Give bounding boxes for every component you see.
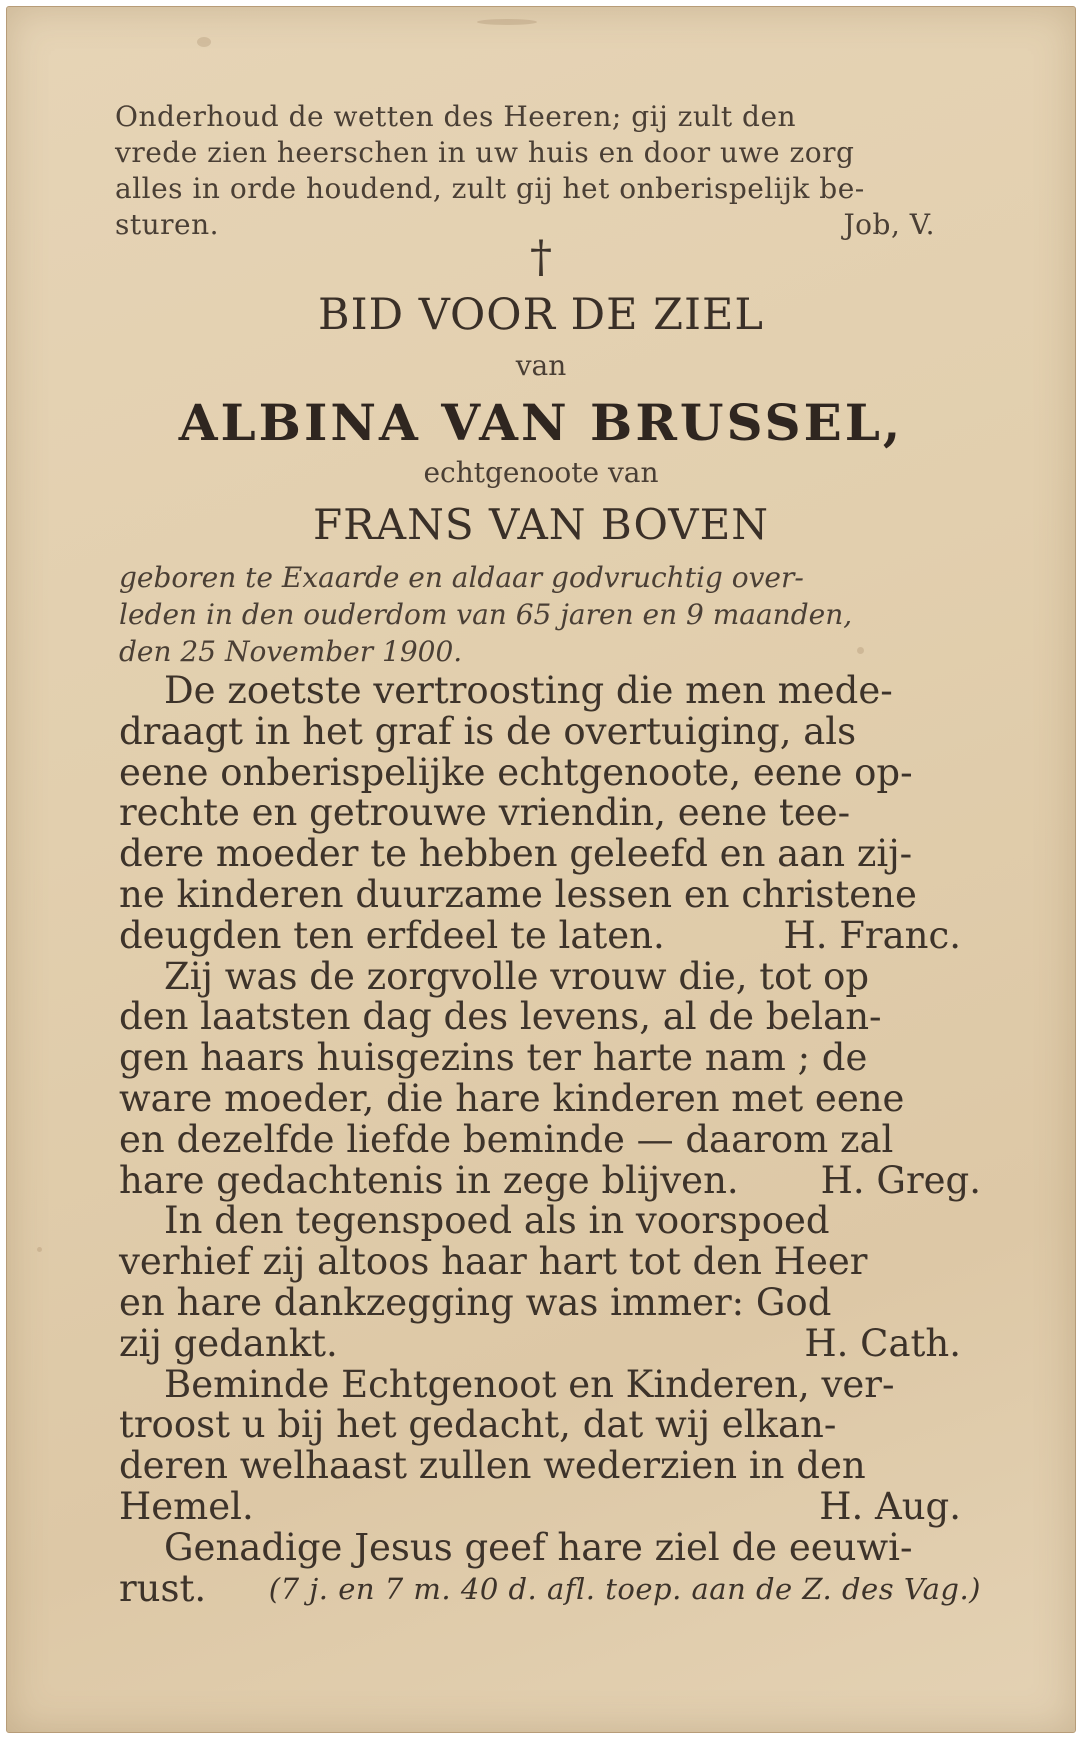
- text-line: hare gedachtenis in zege blijven.: [119, 1158, 739, 1202]
- text-line: ne kinderen duurzame lessen en christene: [119, 872, 917, 916]
- text-line: draagt in het graf is de overtuiging, als: [119, 709, 857, 753]
- text-line-with-source: [119, 1484, 981, 1528]
- memorial-card: [6, 6, 1076, 1733]
- text-line: Hemel.: [119, 1484, 254, 1528]
- epigraph-source: Job, V.: [843, 208, 935, 241]
- text-line: dere moeder te hebben geleefd en aan zij-: [119, 832, 913, 876]
- quote-source: H. Greg.: [820, 1158, 981, 1202]
- epigraph-line: sturen.: [115, 208, 220, 241]
- prayer-heading: BID VOOR DE ZIEL: [318, 290, 764, 340]
- text-line: den laatsten dag des levens, al de belan-: [119, 995, 882, 1039]
- stain-mark: [197, 37, 211, 47]
- text-line: zij gedankt.: [119, 1321, 338, 1365]
- deceased-name: ALBINA VAN BRUSSEL,: [178, 393, 904, 452]
- epigraph-line: vrede zien heerschen in uw huis en door uwe zorg: [115, 136, 855, 169]
- consolation-text: [119, 671, 981, 1609]
- text-line: troost u bij het gedacht, dat wij elkan-: [119, 1403, 837, 1447]
- stain-mark: [37, 1247, 42, 1252]
- text-line: en dezelfde liefde beminde — daarom zal: [119, 1117, 894, 1161]
- epigraph: [115, 99, 985, 243]
- bio-line: leden in den ouderdom van 65 jaren en 9 maanden,: [119, 598, 853, 631]
- text-line: deugden ten erfdeel te laten.: [119, 913, 665, 957]
- text-line: en hare dankzegging was immer: God: [119, 1280, 832, 1324]
- van-label: van: [515, 349, 567, 382]
- text-line: eene onberispelijke echtgenoote, eene op-: [119, 750, 913, 794]
- text-line-with-source: [119, 1158, 981, 1202]
- text-line: ware moeder, die hare kinderen met eene: [119, 1076, 905, 1120]
- text-line: Genadige Jesus geef hare ziel de eeuwi-: [164, 1525, 913, 1569]
- text-line: De zoetste vertroosting die men mede-: [164, 669, 893, 712]
- quote-source: H. Cath.: [804, 1321, 961, 1365]
- quote-source: H. Franc.: [783, 913, 961, 957]
- text-line: deren welhaast zullen wederzien in den: [119, 1444, 866, 1488]
- biography: [119, 559, 981, 670]
- text-line-with-note: [119, 1566, 981, 1610]
- epigraph-line: Onderhoud de wetten des Heeren; gij zult den: [115, 100, 797, 133]
- spouse-label: echtgenoote van: [423, 456, 659, 489]
- cross-icon: †: [530, 232, 552, 283]
- bio-line: den 25 November 1900.: [119, 635, 463, 668]
- text-line: rust.: [119, 1566, 207, 1610]
- spouse-name: FRANS VAN BOVEN: [313, 500, 769, 549]
- indulgence-note: (7 j. en 7 m. 40 d. afl. toep. aan de Z. des Vag.): [268, 1571, 981, 1606]
- stain-mark: [477, 19, 537, 25]
- text-line: Zij was de zorgvolle vrouw die, tot op: [164, 954, 870, 998]
- text-line: rechte en getrouwe vriendin, eene tee-: [119, 791, 851, 835]
- text-line: Beminde Echtgenoot en Kinderen, ver-: [164, 1362, 895, 1406]
- text-line: In den tegenspoed als in voorspoed: [164, 1199, 830, 1243]
- quote-source: H. Aug.: [819, 1484, 961, 1528]
- text-line-with-source: [119, 913, 981, 957]
- text-line: verhief zij altoos haar hart tot den Heer: [119, 1240, 868, 1284]
- text-line-with-source: [119, 1321, 981, 1365]
- bio-line: geboren te Exaarde en aldaar godvruchtig over-: [119, 561, 804, 594]
- text-line: gen haars huisgezins ter harte nam ; de: [119, 1036, 868, 1080]
- epigraph-line: alles in orde houdend, zult gij het onberispelijk be-: [115, 172, 865, 205]
